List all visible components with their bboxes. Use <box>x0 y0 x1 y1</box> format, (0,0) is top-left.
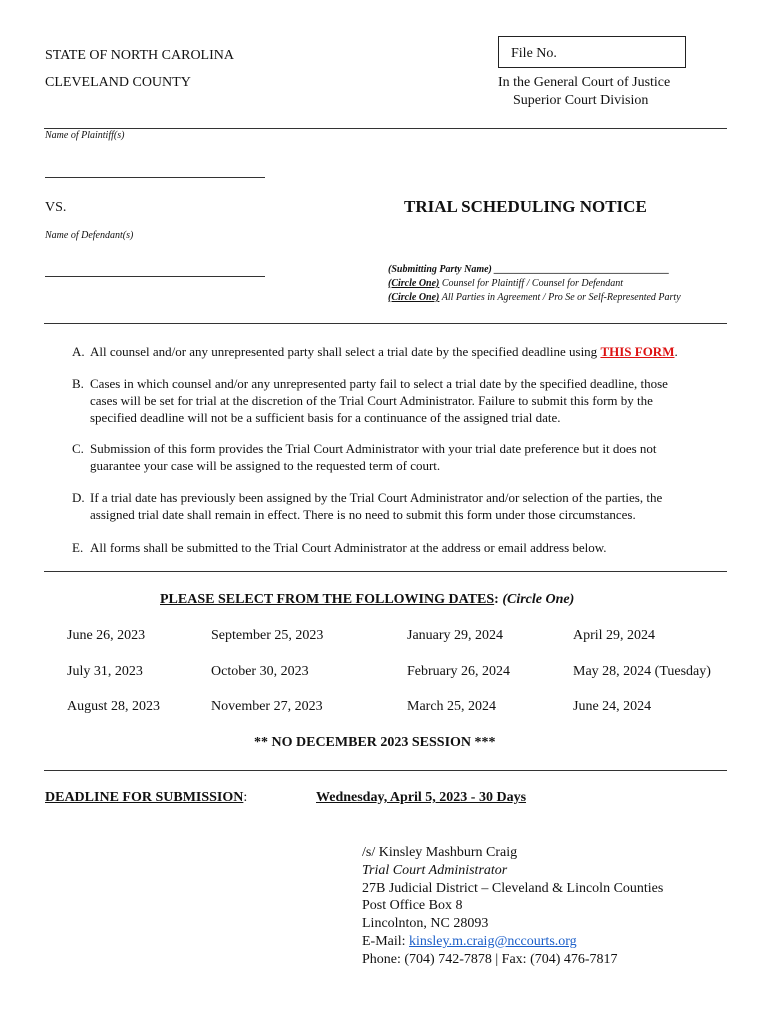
date-option[interactable]: August 28, 2023 <box>67 699 160 714</box>
instruction-b: B. Cases in which counsel and/or any unrepresented party fail to select a trial date by the specified deadline, those cases will be set for trial at the discretion of the Trial Court Administrator. Failure to submit this form by the specified deadline will not be a sufficient basis for a continuance of the assigned trial date. <box>72 376 668 425</box>
date-option[interactable]: January 29, 2024 <box>407 628 504 643</box>
divider <box>44 770 727 771</box>
divider <box>44 571 727 572</box>
email-link[interactable]: kinsley.m.craig@nccourts.org <box>409 933 577 949</box>
signer-title: Trial Court Administrator <box>362 862 508 878</box>
date-option[interactable]: March 25, 2024 <box>407 699 497 714</box>
signature-block <box>362 844 663 969</box>
date-option[interactable]: June 24, 2024 <box>573 699 652 714</box>
date-option[interactable]: May 28, 2024 (Tuesday) <box>573 664 711 679</box>
party-type-options: All Parties in Agreement / Pro Se or Self-Represented Party <box>439 292 681 303</box>
plaintiff-label: Name of Plaintiff(s) <box>45 130 125 141</box>
plaintiff-name-line[interactable] <box>45 177 265 178</box>
deadline-label: DEADLINE FOR SUBMISSION: <box>45 790 248 805</box>
date-option[interactable]: April 29, 2024 <box>573 628 656 643</box>
date-option[interactable]: June 26, 2023 <box>67 628 146 643</box>
date-option[interactable]: February 26, 2024 <box>407 664 511 679</box>
phone-fax: Phone: (704) 742-7878 | Fax: (704) 476-7817 <box>362 951 618 967</box>
circle-one-label: (Circle One) <box>388 292 440 303</box>
submitting-party-field[interactable]: (Submitting Party Name) ___________________________________ <box>388 264 670 275</box>
date-option[interactable]: July 31, 2023 <box>67 664 143 679</box>
court-name: In the General Court of Justice <box>498 75 671 90</box>
defendant-name-line[interactable] <box>45 276 265 277</box>
this-form-emphasis: THIS FORM <box>600 344 675 359</box>
date-option[interactable]: September 25, 2023 <box>211 628 324 643</box>
page-title: TRIAL SCHEDULING NOTICE <box>404 197 647 216</box>
po-box: Post Office Box 8 <box>362 898 463 914</box>
signer-district: 27B Judicial District – Cleveland & Lincoln Counties <box>362 880 664 896</box>
signer-name: /s/ Kinsley Mashburn Craig <box>362 845 518 860</box>
no-session-note: ** NO DECEMBER 2023 SESSION *** <box>254 735 496 750</box>
instruction-a: A. All counsel and/or any unrepresented party shall select a trial date by the specified deadline using THIS FORM. <box>72 344 678 359</box>
date-option[interactable]: October 30, 2023 <box>211 664 309 679</box>
divider <box>44 323 727 324</box>
counsel-choice[interactable] <box>388 278 623 289</box>
instruction-e: E. All forms shall be submitted to the Trial Court Administrator at the address or email address below. <box>72 540 607 555</box>
court-division: Superior Court Division <box>513 93 649 108</box>
divider <box>44 128 727 129</box>
instruction-d: D. If a trial date has previously been assigned by the Trial Court Administrator and/or selection of the parties, the assigned trial date shall remain in effect. There is no need to submit this form under those circumstances. <box>72 490 663 522</box>
date-option[interactable]: November 27, 2023 <box>211 699 323 714</box>
deadline-value: Wednesday, April 5, 2023 - 30 Days <box>316 790 527 805</box>
counsel-options: Counsel for Plaintiff / Counsel for Defendant <box>439 278 623 289</box>
state-label: STATE OF NORTH CAROLINA <box>45 48 234 63</box>
file-number-label: File No. <box>511 46 557 61</box>
instruction-c: C. Submission of this form provides the Trial Court Administrator with your trial date preference but it does not guarantee your case will be assigned to the requested term of court. <box>72 441 657 473</box>
county-label: CLEVELAND COUNTY <box>45 75 191 90</box>
circle-one-label: (Circle One) <box>388 278 440 289</box>
party-type-choice[interactable] <box>388 292 681 303</box>
file-number-box[interactable] <box>498 36 686 68</box>
email-line: E-Mail: kinsley.m.craig@nccourts.org <box>362 933 577 949</box>
versus-label: VS. <box>45 200 67 215</box>
dates-heading: PLEASE SELECT FROM THE FOLLOWING DATES: (Circle One) <box>160 592 575 607</box>
defendant-label: Name of Defendant(s) <box>45 230 134 241</box>
city-state-zip: Lincolnton, NC 28093 <box>362 916 489 932</box>
